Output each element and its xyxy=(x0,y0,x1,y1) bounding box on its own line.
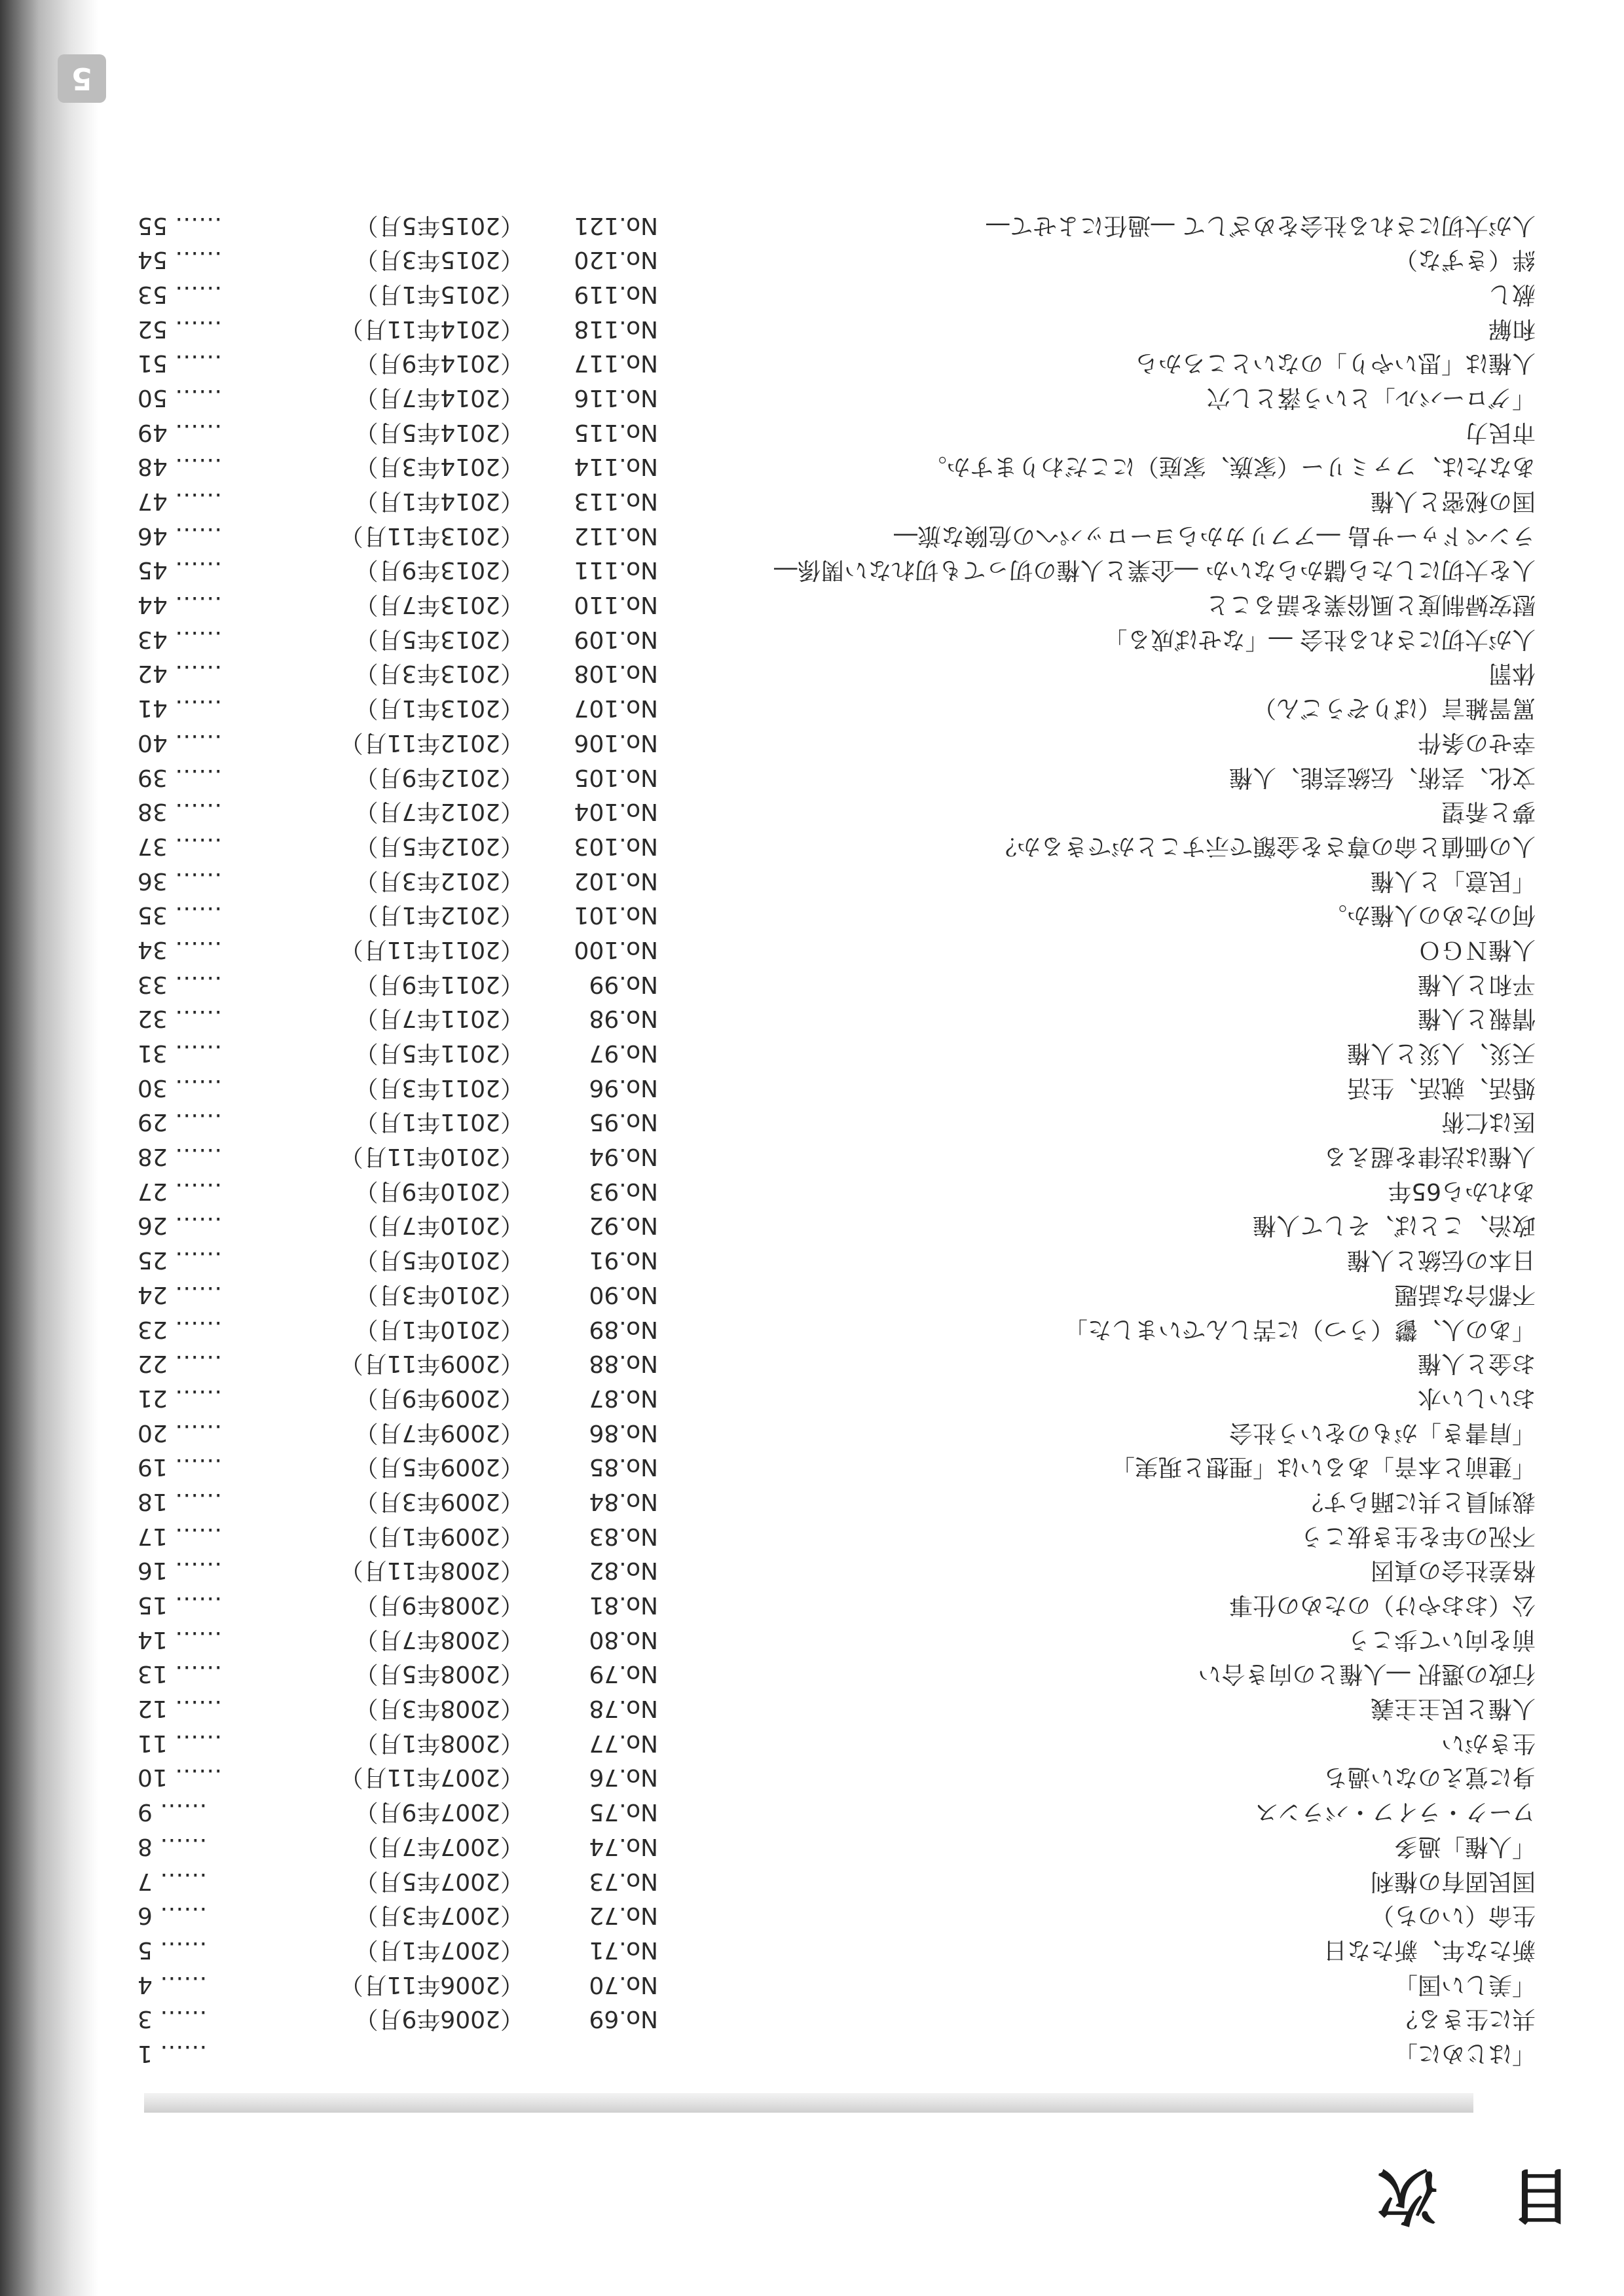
entry-page: …… 28 xyxy=(138,1143,223,1171)
entry-page: …… 5 xyxy=(138,1936,208,1963)
toc-entry xyxy=(128,966,1536,1001)
entry-date: （2011年9月） xyxy=(354,970,524,998)
toc-entry xyxy=(128,1243,1536,1277)
entry-title: 「はじめに」 xyxy=(1393,2040,1536,2067)
entry-title: ワーク・ライフ・バランス xyxy=(1255,1798,1536,1826)
entry-date: （2011年1月） xyxy=(354,1108,524,1136)
entry-number: No.93 xyxy=(589,1177,658,1205)
toc-entry xyxy=(128,1967,1536,2001)
toc-entry xyxy=(128,621,1536,656)
entry-page: …… 6 xyxy=(138,1902,208,1929)
entry-page: …… 48 xyxy=(138,453,223,481)
entry-title: あなたは、ファミリー（家族、家庭）にこだわりますか。 xyxy=(923,453,1536,481)
entry-page: …… 1 xyxy=(138,2040,208,2067)
toc-entry xyxy=(128,2035,1536,2070)
entry-page: …… 29 xyxy=(138,1108,223,1136)
toc-entry xyxy=(128,1932,1536,1967)
entry-page: …… 22 xyxy=(138,1350,223,1377)
entry-date: （2007年3月） xyxy=(354,1902,524,1929)
entry-page: …… 53 xyxy=(138,280,223,308)
entry-page: …… 49 xyxy=(138,418,223,446)
entry-page: …… 26 xyxy=(138,1212,223,1239)
entry-number: No.110 xyxy=(574,591,658,619)
toc-entry xyxy=(128,1795,1536,1829)
entry-date: （2012年11月） xyxy=(339,729,524,756)
entry-page: …… 23 xyxy=(138,1315,223,1343)
entry-page: …… 11 xyxy=(138,1729,223,1757)
toc-entry xyxy=(128,346,1536,380)
entry-title: あれから65年 xyxy=(1388,1177,1536,1205)
entry-title: 天災、人災と人権 xyxy=(1346,1040,1536,1067)
entry-title: 国民固有の権利 xyxy=(1370,1867,1536,1895)
entry-date: （2008年3月） xyxy=(354,1695,524,1722)
entry-page: …… 16 xyxy=(138,1557,223,1584)
page-title: 目 次 xyxy=(1351,2160,1572,2231)
entry-page: …… 43 xyxy=(138,625,223,653)
entry-number: No.70 xyxy=(589,1971,658,1998)
entry-page: …… 46 xyxy=(138,522,223,549)
entry-number: No.100 xyxy=(574,936,658,963)
toc-entry xyxy=(128,1690,1536,1725)
entry-number: No.79 xyxy=(589,1660,658,1688)
entry-number: No.112 xyxy=(574,522,658,549)
toc-entry xyxy=(128,1587,1536,1622)
entry-number: No.119 xyxy=(574,280,658,308)
toc-entry xyxy=(128,863,1536,898)
entry-title: 和解 xyxy=(1488,315,1536,342)
entry-date: （2014年11月） xyxy=(339,315,524,342)
entry-page: …… 25 xyxy=(138,1247,223,1274)
toc-entry xyxy=(128,208,1536,242)
toc-entry xyxy=(128,449,1536,484)
entry-title: 体罰 xyxy=(1488,660,1536,687)
toc-entry xyxy=(128,1449,1536,1484)
entry-page: …… 8 xyxy=(138,1832,208,1860)
entry-title: 前を向いて歩こう xyxy=(1346,1626,1536,1653)
entry-number: No.91 xyxy=(589,1247,658,1274)
entry-number: No.69 xyxy=(589,2005,658,2033)
entry-date: （2007年11月） xyxy=(339,1764,524,1791)
entry-title: 人の価値と命の尊さを金額で示すことができるか？ xyxy=(993,832,1536,860)
entry-date: （2010年5月） xyxy=(354,1247,524,1274)
entry-date: （2012年7月） xyxy=(354,798,524,826)
toc-entry xyxy=(128,311,1536,346)
entry-date: （2014年5月） xyxy=(354,418,524,446)
entry-title: 夢と希望 xyxy=(1441,798,1536,826)
toc-entry xyxy=(128,553,1536,587)
entry-date: （2015年3月） xyxy=(354,246,524,274)
entry-page: …… 27 xyxy=(138,1177,223,1205)
toc-entry xyxy=(128,1380,1536,1415)
entry-date: （2009年11月） xyxy=(339,1350,524,1377)
entry-title: 不都合な話題 xyxy=(1393,1281,1536,1308)
entry-date: （2006年9月） xyxy=(354,2005,524,2033)
toc-entry xyxy=(128,1001,1536,1036)
entry-number: No.107 xyxy=(574,695,658,722)
entry-title: 人権は法律を超える xyxy=(1323,1143,1536,1171)
entry-title: 国の秘密と人権 xyxy=(1370,488,1536,515)
entry-date: （2013年11月） xyxy=(339,522,524,549)
entry-date: （2008年5月） xyxy=(354,1660,524,1688)
entry-number: No.94 xyxy=(589,1143,658,1171)
entry-number: No.108 xyxy=(574,660,658,687)
entry-date: （2009年5月） xyxy=(354,1453,524,1481)
entry-title: 人権は「思いやり」のないところから xyxy=(1134,350,1536,377)
entry-page: …… 19 xyxy=(138,1453,223,1481)
toc-entry xyxy=(128,1415,1536,1449)
entry-number: No.95 xyxy=(589,1108,658,1136)
entry-title: 何のための人権か。 xyxy=(1323,902,1536,929)
entry-number: No.75 xyxy=(589,1798,658,1826)
toc-entry xyxy=(128,1346,1536,1381)
entry-title: 格差社会の真因 xyxy=(1370,1557,1536,1584)
entry-number: No.82 xyxy=(589,1557,658,1584)
entry-number: No.87 xyxy=(589,1384,658,1412)
entry-date: （2007年1月） xyxy=(354,1936,524,1963)
entry-title: 情報と人権 xyxy=(1417,1005,1536,1032)
entry-number: No.92 xyxy=(589,1212,658,1239)
entry-page: …… 52 xyxy=(138,315,223,342)
entry-number: No.101 xyxy=(574,902,658,929)
entry-date: （2009年9月） xyxy=(354,1384,524,1412)
toc-entry xyxy=(128,414,1536,449)
entry-date: （2014年1月） xyxy=(354,488,524,515)
toc-entry xyxy=(128,1656,1536,1691)
entry-number: No.97 xyxy=(589,1040,658,1067)
entry-number: No.120 xyxy=(574,246,658,274)
entry-number: No.96 xyxy=(589,1074,658,1101)
entry-title: 幸せの条件 xyxy=(1417,729,1536,756)
entry-page: …… 41 xyxy=(138,695,223,722)
toc-entry xyxy=(128,759,1536,794)
entry-date: （2007年5月） xyxy=(354,1867,524,1895)
toc-entry xyxy=(128,828,1536,863)
entry-page: …… 45 xyxy=(138,556,223,584)
entry-date: （2008年1月） xyxy=(354,1729,524,1757)
entry-date: （2015年5月） xyxy=(354,211,524,239)
entry-page: …… 54 xyxy=(138,246,223,274)
toc-entry xyxy=(128,2001,1536,2036)
entry-number: No.115 xyxy=(574,418,658,446)
entry-title: 慰安婦制度と風俗業を語ること xyxy=(1205,591,1536,619)
entry-date: （2012年3月） xyxy=(354,867,524,894)
toc-entry xyxy=(128,1518,1536,1553)
toc-entry xyxy=(128,1760,1536,1795)
entry-date: （2009年1月） xyxy=(354,1522,524,1550)
toc-entry xyxy=(128,242,1536,277)
entry-page: …… 7 xyxy=(138,1867,208,1895)
toc-entry xyxy=(128,380,1536,414)
entry-page: …… 4 xyxy=(138,1971,208,1998)
entry-title: 「民意」と人権 xyxy=(1370,867,1536,894)
entry-title: 人が大切にされる社会をめざして ―過任によせて― xyxy=(986,211,1536,239)
entry-page: …… 32 xyxy=(138,1005,223,1032)
entry-date: （2013年3月） xyxy=(354,660,524,687)
entry-title: 公（おおやけ）のための仕事 xyxy=(1228,1592,1536,1619)
entry-title: 赦し xyxy=(1488,280,1536,308)
entry-number: No.77 xyxy=(589,1729,658,1757)
title-divider xyxy=(144,2093,1473,2113)
entry-title: 絆（きずな） xyxy=(1393,246,1536,274)
entry-date: （2011年5月） xyxy=(354,1040,524,1067)
entry-number: No.118 xyxy=(574,315,658,342)
entry-number: No.73 xyxy=(589,1867,658,1895)
entry-number: No.85 xyxy=(589,1453,658,1481)
toc-entry xyxy=(128,725,1536,759)
entry-number: No.109 xyxy=(574,625,658,653)
toc-entry xyxy=(128,1035,1536,1070)
entry-page: …… 13 xyxy=(138,1660,223,1688)
entry-number: No.117 xyxy=(574,350,658,377)
toc-entry xyxy=(128,518,1536,553)
entry-page: …… 15 xyxy=(138,1592,223,1619)
entry-page: …… 18 xyxy=(138,1488,223,1515)
entry-title: おいしい水 xyxy=(1417,1384,1536,1412)
entry-number: No.80 xyxy=(589,1626,658,1653)
entry-title: 新たな年、新たな日 xyxy=(1323,1936,1536,1963)
entry-title: 文化、芸術、伝統芸能、人権 xyxy=(1228,763,1536,791)
entry-number: No.105 xyxy=(574,763,658,791)
entry-number: No.103 xyxy=(574,832,658,860)
entry-date: （2014年3月） xyxy=(354,453,524,481)
entry-date: （2008年7月） xyxy=(354,1626,524,1653)
entry-date: （2013年5月） xyxy=(354,625,524,653)
entry-page: …… 17 xyxy=(138,1522,223,1550)
entry-number: No.81 xyxy=(589,1592,658,1619)
entry-title: 共に生きる？ xyxy=(1393,2005,1536,2033)
toc-entry xyxy=(128,1277,1536,1311)
entry-date: （2010年7月） xyxy=(354,1212,524,1239)
entry-title: 婚活、就活、生活 xyxy=(1346,1074,1536,1101)
entry-number: No.71 xyxy=(589,1936,658,1963)
entry-title: 「あの人、鬱（うつ）に苦しんでいました」 xyxy=(1063,1315,1536,1343)
entry-title: 日本の伝統と人権 xyxy=(1346,1247,1536,1274)
entry-title: 平和と人権 xyxy=(1417,970,1536,998)
entry-number: No.90 xyxy=(589,1281,658,1308)
entry-date: （2006年11月） xyxy=(339,1971,524,1998)
entry-title: 政治、ことば、そして人権 xyxy=(1252,1212,1536,1239)
entry-title: 行政の選択 ―人権との向き合い xyxy=(1198,1660,1536,1688)
entry-page: …… 10 xyxy=(138,1764,223,1791)
entry-title: 不況の年を生き抜こう xyxy=(1299,1522,1536,1550)
entry-page: …… 24 xyxy=(138,1281,223,1308)
entry-number: No.98 xyxy=(589,1005,658,1032)
entry-number: No.86 xyxy=(589,1419,658,1446)
entry-date: （2010年11月） xyxy=(339,1143,524,1171)
entry-number: No.114 xyxy=(574,453,658,481)
entry-title: 人権と民主主義 xyxy=(1370,1695,1536,1722)
entry-title: 人を大切にしたら儲からないか ―企業と人権の切っても切れない関係― xyxy=(773,556,1536,584)
entry-number: No.102 xyxy=(574,867,658,894)
entry-page: …… 34 xyxy=(138,936,223,963)
entry-date: （2013年9月） xyxy=(354,556,524,584)
entry-number: No.116 xyxy=(574,384,658,411)
entry-page: …… 31 xyxy=(138,1040,223,1067)
entry-number: No.84 xyxy=(589,1488,658,1515)
toc-entry xyxy=(128,1208,1536,1243)
entry-date: （2010年3月） xyxy=(354,1281,524,1308)
entry-page: …… 51 xyxy=(138,350,223,377)
toc-entry xyxy=(128,1863,1536,1898)
entry-title: 市民力 xyxy=(1464,418,1536,446)
entry-date: （2009年7月） xyxy=(354,1419,524,1446)
entry-number: No.78 xyxy=(589,1695,658,1722)
toc-entry xyxy=(128,1173,1536,1208)
entry-page: …… 42 xyxy=(138,660,223,687)
toc-entry xyxy=(128,1622,1536,1656)
entry-page: …… 33 xyxy=(138,970,223,998)
entry-date: （2012年1月） xyxy=(354,902,524,929)
entry-page: …… 44 xyxy=(138,591,223,619)
toc-entry xyxy=(128,1553,1536,1588)
entry-number: No.106 xyxy=(574,729,658,756)
entry-number: No.88 xyxy=(589,1350,658,1377)
entry-page: …… 40 xyxy=(138,729,223,756)
entry-title: 身に覚えのない過ち xyxy=(1323,1764,1536,1791)
entry-title: お金と人権 xyxy=(1417,1350,1536,1377)
entry-title: 罵詈雑言（ばりぞうごん） xyxy=(1252,695,1536,722)
entry-title: 生命（いのち） xyxy=(1370,1902,1536,1929)
toc-entry xyxy=(128,1070,1536,1104)
toc-entry xyxy=(128,656,1536,691)
entry-date: （2011年7月） xyxy=(354,1005,524,1032)
entry-title: 人権ＮＧＯ xyxy=(1417,936,1536,963)
entry-page: …… 50 xyxy=(138,384,223,411)
toc-entry xyxy=(128,932,1536,966)
page-binding-shadow xyxy=(0,0,98,2296)
entry-title: 「美しい国」 xyxy=(1393,1971,1536,1998)
entry-date: （2007年7月） xyxy=(354,1832,524,1860)
entry-number: No.121 xyxy=(574,211,658,239)
toc-entry xyxy=(128,1104,1536,1139)
toc-entry xyxy=(128,483,1536,518)
entry-date: （2010年1月） xyxy=(354,1315,524,1343)
entry-number: No.72 xyxy=(589,1902,658,1929)
entry-page: …… 21 xyxy=(138,1384,223,1412)
entry-page: …… 12 xyxy=(138,1695,223,1722)
entry-title: 「肩書き」がものをいう社会 xyxy=(1228,1419,1536,1446)
entry-date: （2013年7月） xyxy=(354,591,524,619)
entry-number: No.113 xyxy=(574,488,658,515)
entry-title: 「建前と本音」あるいは「理想と現実」 xyxy=(1111,1453,1536,1481)
toc-entry xyxy=(128,1484,1536,1518)
entry-title: 「人権」過多 xyxy=(1393,1832,1536,1860)
toc-entry xyxy=(128,1829,1536,1863)
entry-page: …… 38 xyxy=(138,798,223,826)
toc-entry xyxy=(128,794,1536,829)
entry-date: （2012年5月） xyxy=(354,832,524,860)
entry-date: （2011年3月） xyxy=(354,1074,524,1101)
entry-title: 「グローバル」という落とし穴 xyxy=(1206,384,1536,411)
entry-title: ランペドゥーサ島 ―アフリカからヨーロッパへの危険な旅― xyxy=(893,522,1536,549)
entry-page: …… 3 xyxy=(138,2005,208,2033)
entry-date: （2007年9月） xyxy=(354,1798,524,1826)
entry-page: …… 20 xyxy=(138,1419,223,1446)
entry-page: …… 39 xyxy=(138,763,223,791)
entry-date: （2012年9月） xyxy=(354,763,524,791)
entry-title: 生きがい xyxy=(1441,1729,1536,1757)
toc-entry xyxy=(128,587,1536,621)
toc-entry xyxy=(128,691,1536,725)
entry-date: （2014年9月） xyxy=(354,350,524,377)
toc-entry xyxy=(128,1311,1536,1346)
entry-date: （2008年9月） xyxy=(354,1592,524,1619)
entry-title: 人が大切にされる社会 ―「なせば成る」 xyxy=(1103,625,1536,653)
entry-page: …… 55 xyxy=(138,211,223,239)
entry-date: （2014年7月） xyxy=(354,384,524,411)
entry-title: 裁判員と共に踊らす？ xyxy=(1299,1488,1536,1515)
entry-page: …… 36 xyxy=(138,867,223,894)
toc-entry xyxy=(128,898,1536,932)
entry-number: No.99 xyxy=(589,970,658,998)
entry-number: No.74 xyxy=(589,1832,658,1860)
entry-page: …… 9 xyxy=(138,1798,208,1826)
toc-entry xyxy=(128,1139,1536,1173)
entry-title: 医は仁術 xyxy=(1441,1108,1536,1136)
entry-date: （2015年1月） xyxy=(354,280,524,308)
entry-page: …… 14 xyxy=(138,1626,223,1653)
toc-list xyxy=(128,208,1536,2070)
toc-entry xyxy=(128,1725,1536,1760)
entry-number: No.111 xyxy=(574,556,658,584)
toc-entry xyxy=(128,276,1536,311)
toc-entry xyxy=(128,1898,1536,1933)
entry-number: No.104 xyxy=(574,798,658,826)
entry-number: No.83 xyxy=(589,1522,658,1550)
entry-page: …… 47 xyxy=(138,488,223,515)
entry-date: （2010年9月） xyxy=(354,1177,524,1205)
entry-page: …… 30 xyxy=(138,1074,223,1101)
entry-number: No.89 xyxy=(589,1315,658,1343)
entry-page: …… 35 xyxy=(138,902,223,929)
entry-date: （2013年1月） xyxy=(354,695,524,722)
entry-number: No.76 xyxy=(589,1764,658,1791)
entry-date: （2009年3月） xyxy=(354,1488,524,1515)
entry-date: （2011年11月） xyxy=(339,936,524,963)
entry-page: …… 37 xyxy=(138,832,223,860)
entry-date: （2008年11月） xyxy=(339,1557,524,1584)
page-number-badge: 5 xyxy=(58,54,106,103)
